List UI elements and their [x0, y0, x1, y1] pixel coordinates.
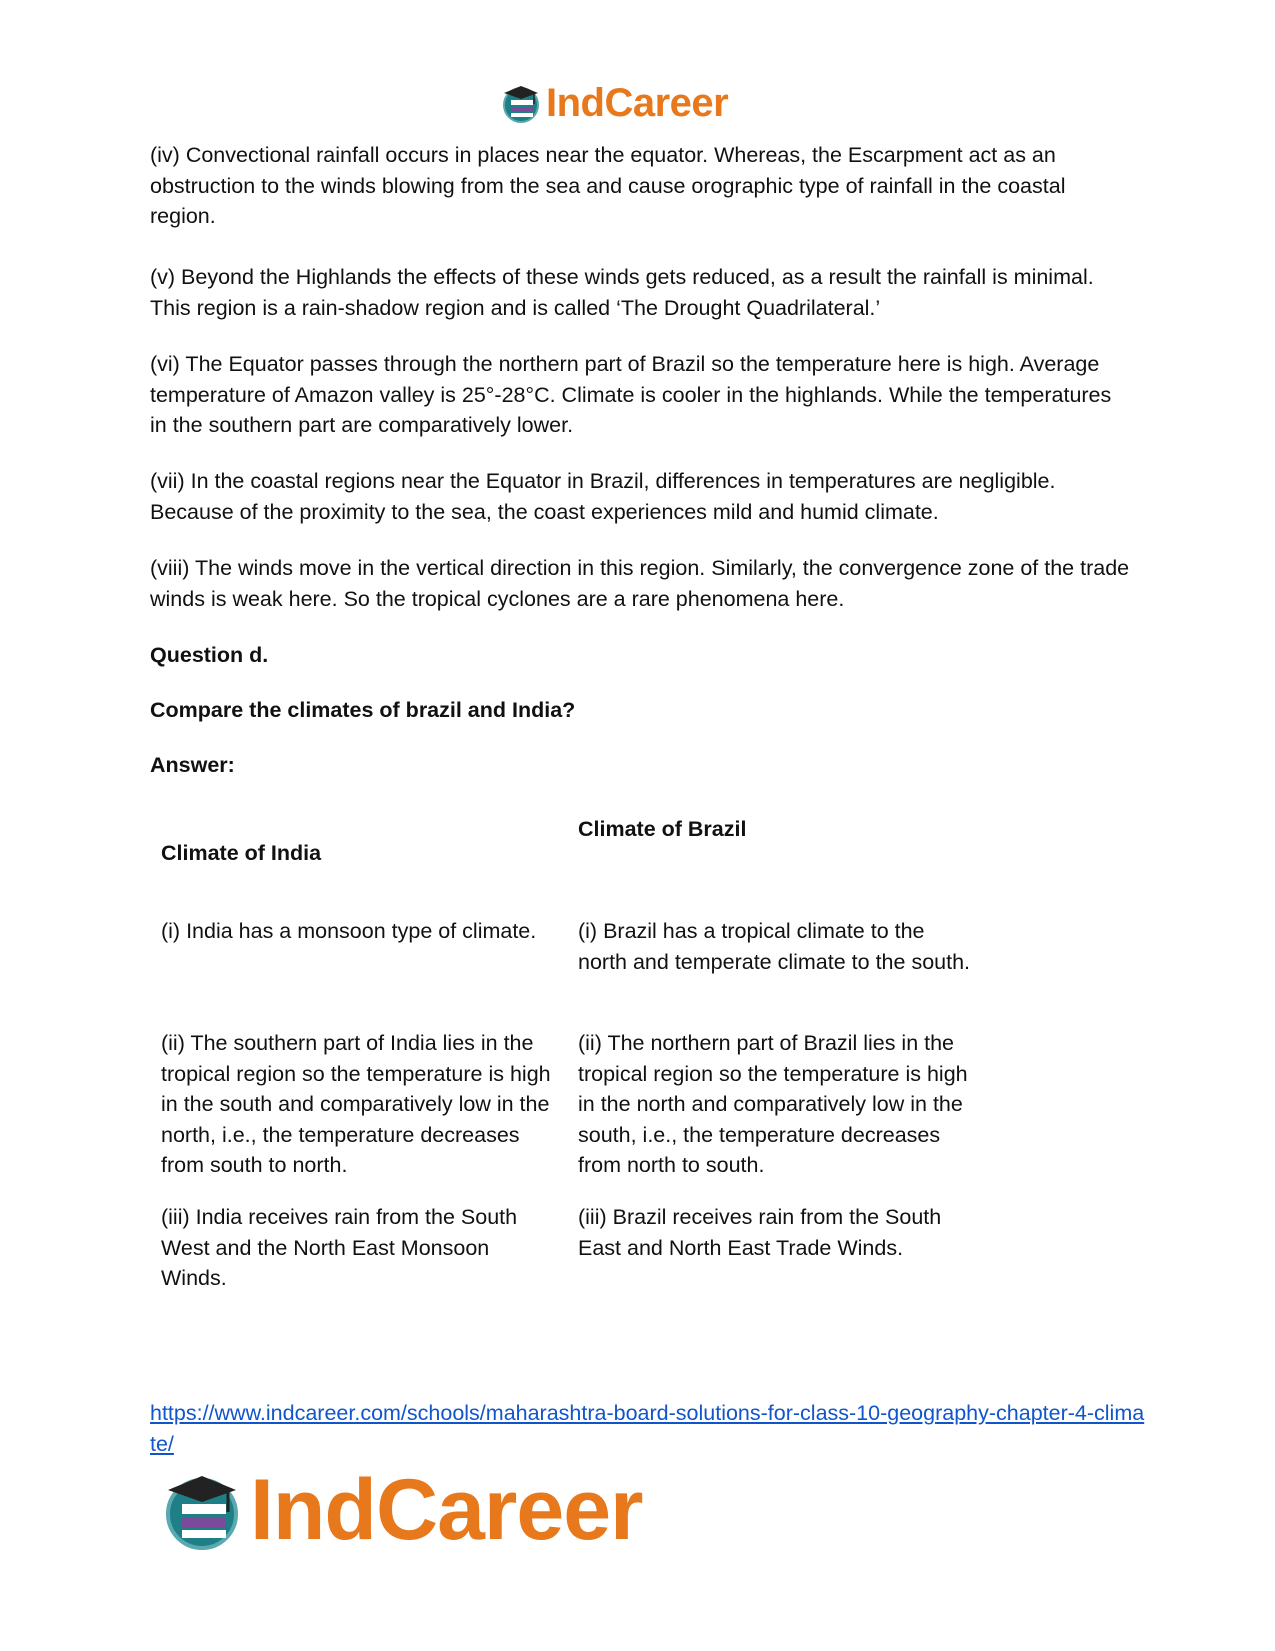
table-cell-india-2: (ii) The southern part of India lies in the tropical region so the temperature is high in the south and comparatively low in the north, i.e., the temperature decreases from south to north.: [161, 1031, 551, 1177]
brazil-header: Climate of Brazil: [578, 817, 747, 841]
graduation-cap-globe-icon: [500, 82, 542, 124]
paragraph-iv: (iv) Convectional rainfall occurs in places near the equator. Whereas, the Escarpment act as an obstruction to the winds blowing from the sea and cause orographic type of rainfall in the coastal region.: [150, 143, 1066, 228]
logo-text: IndCareer: [250, 1461, 643, 1558]
paragraph-viii: (viii) The winds move in the vertical direction in this region. Similarly, the convergence zone of the trade winds is weak here. So the tropical cyclones are a rare phenomena here.: [150, 556, 1130, 611]
source-link[interactable]: https://www.indcareer.com/schools/maharashtra-board-solutions-for-class-10-geography-chapter-4-climate/: [150, 1401, 1145, 1456]
question-text: Compare the climates of brazil and India?: [150, 698, 576, 722]
answer-label: Answer:: [150, 753, 235, 777]
logo-text: IndCareer: [546, 80, 729, 125]
header-logo: [500, 78, 728, 128]
table-cell-brazil-1: (i) Brazil has a tropical climate to the north and temperate climate to the south.: [578, 919, 971, 974]
footer-logo: [160, 1461, 643, 1558]
table-cell-brazil-3: (iii) Brazil receives rain from the South East and North East Trade Winds.: [578, 1205, 942, 1260]
paragraph-v: (v) Beyond the Highlands the effects of these winds gets reduced, as a result the rainfall is minimal. This region is a rain-shadow region and is called ‘The Drought Quadrilateral.’: [150, 265, 1094, 320]
paragraph-vii: (vii) In the coastal regions near the Equator in Brazil, differences in temperatures are negligible. Because of the proximity to the sea, the coast experiences mild and humid climate.: [150, 469, 1056, 524]
graduation-cap-globe-icon: [160, 1468, 244, 1552]
india-header: Climate of India: [161, 841, 322, 865]
table-cell-brazil-2: (ii) The northern part of Brazil lies in the tropical region so the temperature is high in the north and comparatively low in the south, i.e., the temperature decreases from north to south.: [578, 1031, 968, 1177]
paragraph-vi: (vi) The Equator passes through the northern part of Brazil so the temperature here is high. Average temperature of Amazon valley is 25°-28°C. Climate is cooler in the highlands. While the temperatures in the southern part are comparatively lower.: [150, 352, 1112, 437]
question-label: Question d.: [150, 643, 269, 667]
table-cell-india-1: (i) India has a monsoon type of climate.: [161, 919, 537, 943]
table-cell-india-3: (iii) India receives rain from the South West and the North East Monsoon Winds.: [161, 1205, 518, 1290]
